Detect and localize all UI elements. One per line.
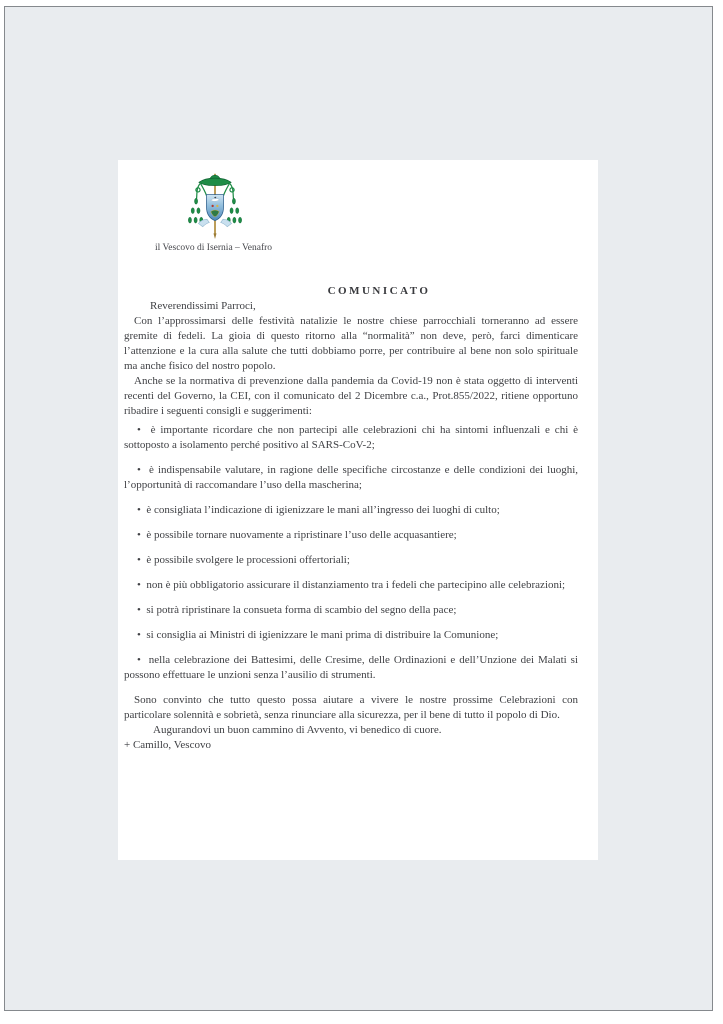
list-item: • è possibile tornare nuovamente a ripristinare l’uso delle acquasantiere; bbox=[124, 528, 578, 543]
letter-page bbox=[118, 160, 598, 860]
bishop-crest-icon bbox=[186, 170, 244, 240]
list-item: • si potrà ripristinare la consueta forma di scambio del segno della pace; bbox=[124, 603, 578, 618]
episcopal-coat-of-arms bbox=[186, 170, 244, 240]
normativa-paragraph: Anche se la normativa di prevenzione dalla pandemia da Covid-19 non è stata oggetto di interventi recenti del Governo, la CEI, con il comunicato del 2 Dicembre c.a., Prot.855/2022, ritiene opportuno ribadire i seguenti consigli e suggerimenti: bbox=[124, 375, 578, 417]
intro-paragraph: Con l’approssimarsi delle festività natalizie le nostre chiese parrocchiali torneranno ad essere gremite di fedeli. La gioia di questo ritorno alla “normalità” non deve, però, farci dimenticare l’attenzione e la cura alla salute che tutti dobbiamo porre, per contribuire al bene non solo spirituale ma anche fisico del nostro popolo. bbox=[124, 315, 578, 372]
list-item: • è possibile svolgere le processioni offertoriali; bbox=[124, 553, 578, 568]
list-item: • si consiglia ai Ministri di igienizzare le mani prima di distribuire la Comunione; bbox=[124, 628, 578, 643]
list-item: • è consigliata l’indicazione di igienizzare le mani all’ingresso dei luoghi di culto; bbox=[124, 503, 578, 518]
blessing-line: Augurandovi un buon cammino di Avvento, vi benedico di cuore. bbox=[153, 724, 442, 736]
shield-icon bbox=[206, 195, 223, 221]
signature: + Camillo, Vescovo bbox=[124, 739, 211, 751]
gold-charge bbox=[216, 205, 218, 207]
guidelines-list bbox=[124, 423, 578, 683]
list-item: • è importante ricordare che non partecipi alle celebrazioni chi ha sintomi influenzali e chi è sottoposto a isolamento perché positivo al SARS-CoV-2; bbox=[124, 423, 578, 453]
letterhead-caption: il Vescovo di Isernia – Venafro bbox=[155, 243, 273, 253]
red-charge bbox=[212, 205, 214, 207]
list-item: • è indispensabile valutare, in ragione delle specifiche circostanze e delle condizioni dei luoghi, l’opportunità di raccomandare l’uso della mascherina; bbox=[124, 463, 578, 493]
list-item: • non è più obbligatorio assicurare il distanziamento tra i fedeli che partecipino alle celebrazioni; bbox=[124, 578, 578, 593]
closing-paragraph: Sono convinto che tutto questo possa aiutare a vivere le nostre prossime Celebrazioni con particolare solennità e sobrietà, senza rinunciare alla sicurezza, per il bene di tutto il popolo di Dio. bbox=[124, 694, 578, 721]
document-title: COMUNICATO bbox=[327, 285, 431, 297]
salutation: Reverendissimi Parroci, bbox=[150, 300, 256, 312]
galero-hat-icon bbox=[199, 175, 231, 185]
list-item: • nella celebrazione dei Battesimi, delle Cresime, delle Ordinazioni e dell’Unzione dei Malati si possono effettuare le unzioni senza l’ausilio di strumenti. bbox=[124, 653, 578, 683]
